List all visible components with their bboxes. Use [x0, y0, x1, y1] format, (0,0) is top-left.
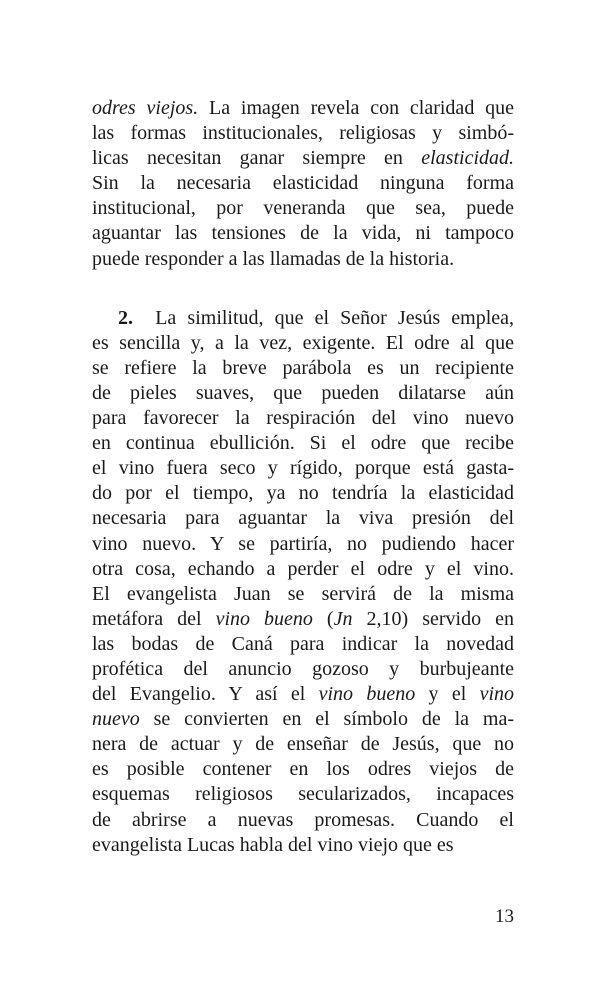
text-segment: para favorecer la respiración del vino nuevo — [92, 407, 514, 430]
text-line — [92, 481, 514, 506]
text-line — [92, 757, 514, 782]
paragraph-gap — [92, 272, 514, 306]
italic-text: nuevo — [92, 708, 140, 731]
text-segment: vino nuevo. Y se partiría, no pudiendo hacer — [92, 532, 514, 555]
text-line — [92, 557, 514, 582]
section-number: 2. — [118, 306, 133, 329]
page-number: 13 — [495, 906, 514, 927]
text-line — [92, 331, 514, 356]
text-line — [92, 657, 514, 682]
text-line — [92, 632, 514, 657]
text-segment: del Evangelio. Y así el — [92, 683, 319, 706]
text-segment: las formas institucionales, religiosas y simbó- — [92, 122, 514, 145]
text-segment: nera de actuar y de enseñar de Jesús, que no — [92, 733, 514, 756]
text-line — [92, 381, 514, 406]
text-segment: evangelista Lucas habla del vino viejo que es — [92, 833, 454, 856]
text-line — [92, 146, 514, 171]
text-line — [92, 431, 514, 456]
text-segment: esquemas religiosos secularizados, incapaces — [92, 783, 514, 806]
text-line — [92, 506, 514, 531]
text-line — [92, 456, 514, 481]
text-line — [92, 532, 514, 557]
text-line — [92, 221, 514, 246]
text-segment: se convierten en el símbolo de la ma- — [139, 708, 514, 731]
text-line — [92, 406, 514, 431]
text-segment: de pieles suaves, que pueden dilatarse aún — [92, 381, 514, 404]
italic-text: vino bueno — [215, 607, 313, 630]
text-line — [92, 682, 514, 707]
text-segment: La similitud, que el Señor Jesús emplea, — [155, 306, 514, 329]
text-line — [92, 607, 514, 632]
text-segment: ( — [312, 607, 334, 630]
text-line — [92, 306, 514, 331]
text-segment: el vino fuera seco y rígido, porque está gasta- — [92, 457, 514, 480]
text-segment: y el — [415, 683, 480, 706]
text-segment: licas necesitan ganar siempre en — [92, 147, 422, 170]
text-line — [92, 833, 514, 858]
text-segment: profética del anuncio gozoso y burbujeante — [92, 657, 514, 680]
text-segment: Sin la necesaria elasticidad ninguna forma — [92, 172, 514, 195]
text-segment: La imagen revela con claridad que — [198, 97, 515, 119]
text-segment: do por el tiempo, ya no tendría la elasticidad — [92, 482, 514, 505]
italic-text: elasticidad. — [421, 147, 514, 170]
text-segment: es sencilla y, a la vez, exigente. El odre al que — [92, 331, 514, 354]
page-body — [92, 96, 514, 858]
text-segment: las bodas de Caná para indicar la novedad — [92, 632, 514, 655]
text-segment: metáfora del — [92, 607, 216, 630]
italic-text: odres viejos. — [92, 97, 199, 119]
text-segment: en continua ebullición. Si el odre que recibe — [92, 432, 514, 455]
text-segment: es posible contener en los odres viejos de — [92, 758, 514, 781]
text-segment: de abrirse a nuevas promesas. Cuando el — [92, 808, 514, 831]
text-line — [92, 171, 514, 196]
text-line — [92, 582, 514, 607]
text-line — [92, 356, 514, 381]
text-line — [92, 808, 514, 833]
text-line — [92, 782, 514, 807]
paragraph-2 — [92, 306, 514, 858]
text-line — [92, 707, 514, 732]
text-segment: se refiere la breve parábola es un recipiente — [92, 356, 514, 379]
italic-text: vino bueno — [318, 683, 416, 706]
text-segment: El evangelista Juan se servirá de la misma — [92, 582, 514, 605]
italic-text: vino — [479, 683, 514, 706]
text-segment: aguantar las tensiones de la vida, ni tampoco — [92, 222, 514, 245]
paragraph-1 — [92, 96, 514, 272]
text-segment: necesaria para aguantar la viva presión del — [92, 507, 514, 530]
text-line — [92, 196, 514, 221]
text-line — [92, 121, 514, 146]
text-line — [92, 247, 514, 272]
text-line — [92, 732, 514, 757]
text-line — [92, 96, 514, 121]
italic-text: Jn — [333, 607, 353, 630]
text-segment: otra cosa, echando a perder el odre y el vino. — [92, 557, 514, 580]
text-segment: 2,10) servido en — [352, 607, 515, 630]
text-segment: institucional, por veneranda que sea, puede — [92, 197, 514, 220]
text-segment: puede responder a las llamadas de la historia. — [92, 247, 455, 270]
